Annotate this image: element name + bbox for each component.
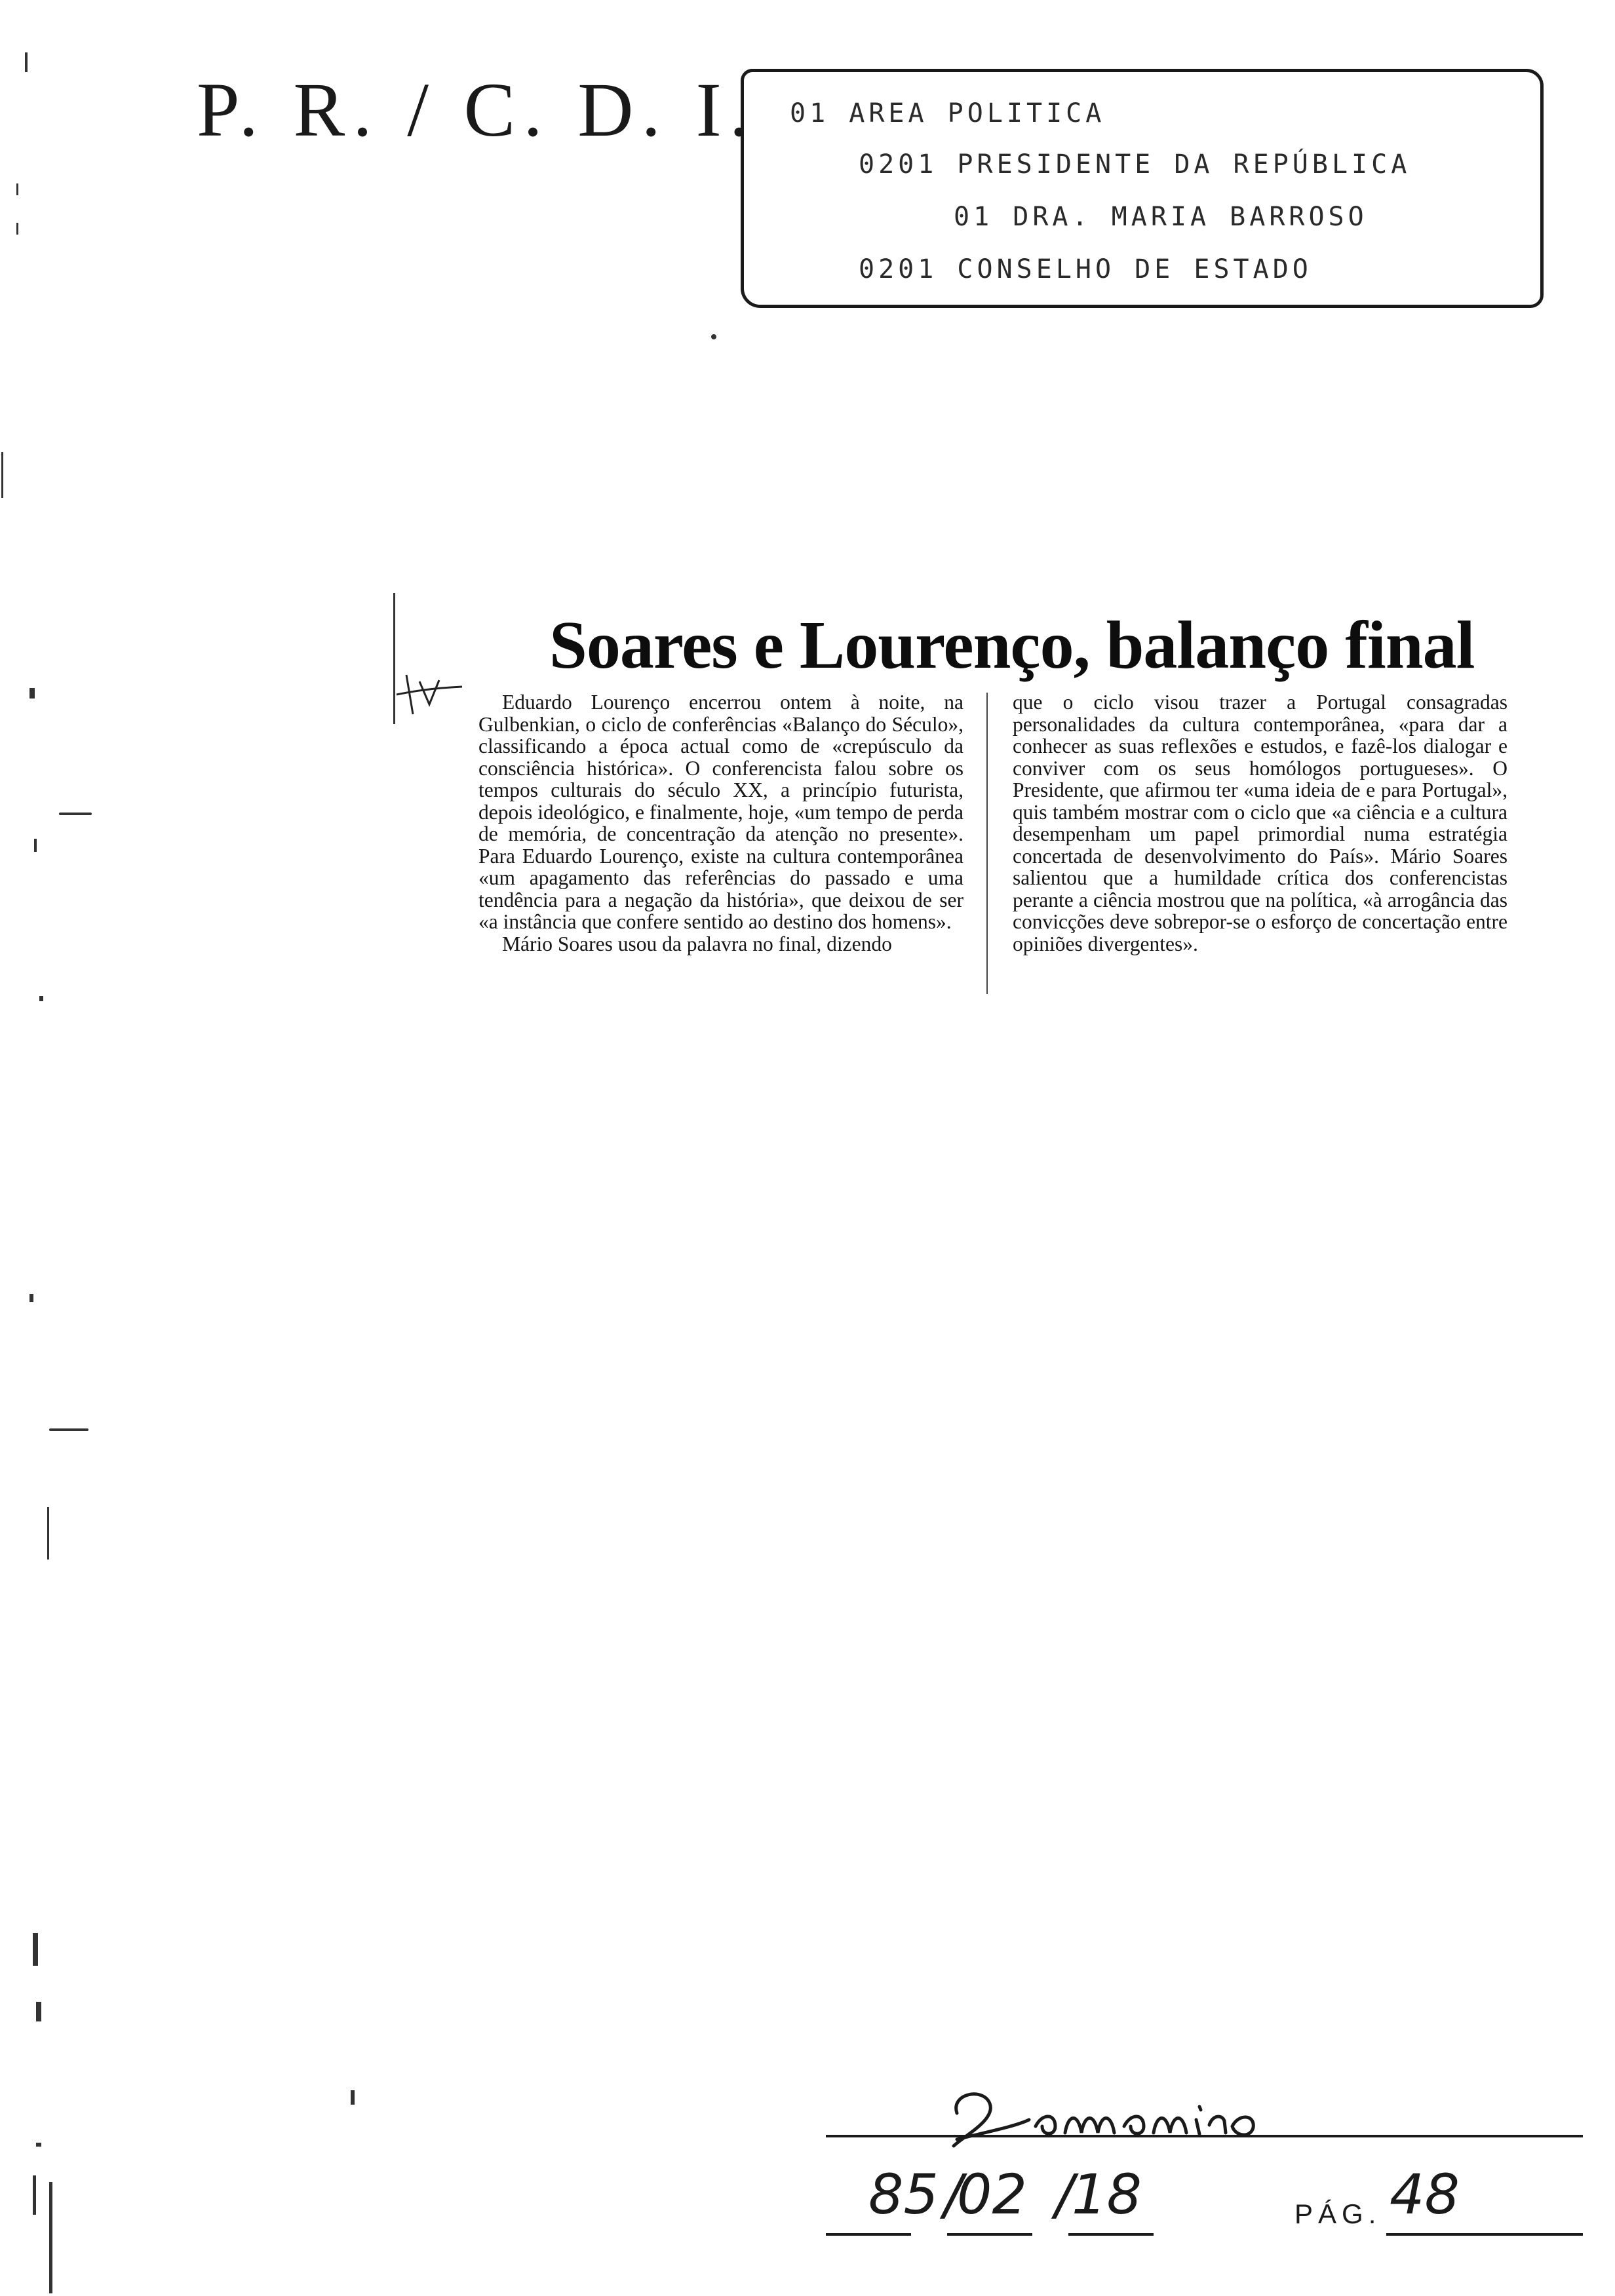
scan-artifact [33,2175,36,2215]
date-separator: / [1055,2162,1074,2227]
column-divider [986,693,988,994]
scan-artifact [1,452,3,498]
article-paragraph: Eduardo Lourenço encerrou ontem à noite, na Gulbenkian, o ciclo de conferências «Balanço do Século», classificando a época actual como de «crepúsculo da consciência histórica». O conferencista falou sobre os tempos culturais do século XX, a princípio futurista, depois ideológico, e finalmente, hoje, «um tempo de perda de memória, de concentração da atenção no presente». Para Eduardo Lourenço, existe na cultura contemporânea «um apagamento das referências do passado e uma tendência para a negação da história», que deixou de ser «a instância que confere sentido ao destino dos homens». [478,691,963,933]
scan-artifact [25,52,28,72]
scan-artifact [33,1933,38,1966]
date-underline [1068,2233,1154,2236]
page-label: PÁG. [1294,2198,1382,2229]
article-column-2 [1013,691,1508,955]
scan-artifact [351,2090,355,2105]
article-paragraph: que o ciclo visou trazer a Portugal consagradas personalidades da cultura contemporânea, «para dar a conhecer as suas reflexões e estudos, e fazê-los dialogar e conviver com os seus homólogos portugueses». O Presidente, que afirmou ter «uma ideia de e para Portugal», quis também mostrar com o ciclo que «a ciência e a cultura desempenham um papel primordial numa estratégia concertada de desenvolvimento do País». Mário Soares salientou que a humildade crítica dos conferencistas perante a ciência mostrou que na política, «à arrogância das convicções deve sobrepor-se o esforço de concertação entre opiniões divergentes». [1013,691,1508,955]
date-year: 85 [868,2162,939,2227]
scan-artifact [39,996,43,1001]
article-column-1 [478,691,963,955]
date-underline [947,2233,1032,2236]
scan-artifact [29,688,35,698]
date-separator: / [944,2162,963,2227]
date-day: 18 [1072,2162,1142,2227]
scan-artifact [36,2002,41,2021]
source-line [826,2135,1583,2137]
scan-artifact [47,1507,49,1559]
date-month: 02 [957,2162,1027,2227]
classification-line: 01 DRA. MARIA BARROSO [954,202,1368,232]
source-signature [944,2074,1285,2159]
classification-line: 01 AREA POLITICA [790,98,1106,128]
article-headline: Soares e Lourenço, balanço final [549,607,1475,683]
scan-artifact [59,813,92,815]
scan-artifact [34,839,37,852]
archive-mark: P. R. / C. D. I. [197,67,757,153]
newspaper-clipping [393,593,1508,1091]
page-number: 48 [1390,2162,1460,2227]
scan-artifact [29,1294,33,1302]
scan-artifact [36,2143,41,2147]
handwritten-mark-icon [393,668,465,721]
article-paragraph: Mário Soares usou da palavra no final, dizendo [502,932,892,955]
date-underline [826,2233,911,2236]
classification-box [741,69,1544,308]
scan-artifact [49,1428,88,1431]
page-underline [1386,2233,1583,2236]
classification-line: 0201 CONSELHO DE ESTADO [859,254,1312,284]
scan-artifact [711,334,716,339]
scan-artifact [49,2182,52,2293]
classification-line: 0201 PRESIDENTE DA REPÚBLICA [859,149,1411,180]
scan-artifact [16,183,18,195]
scan-artifact [16,223,18,235]
